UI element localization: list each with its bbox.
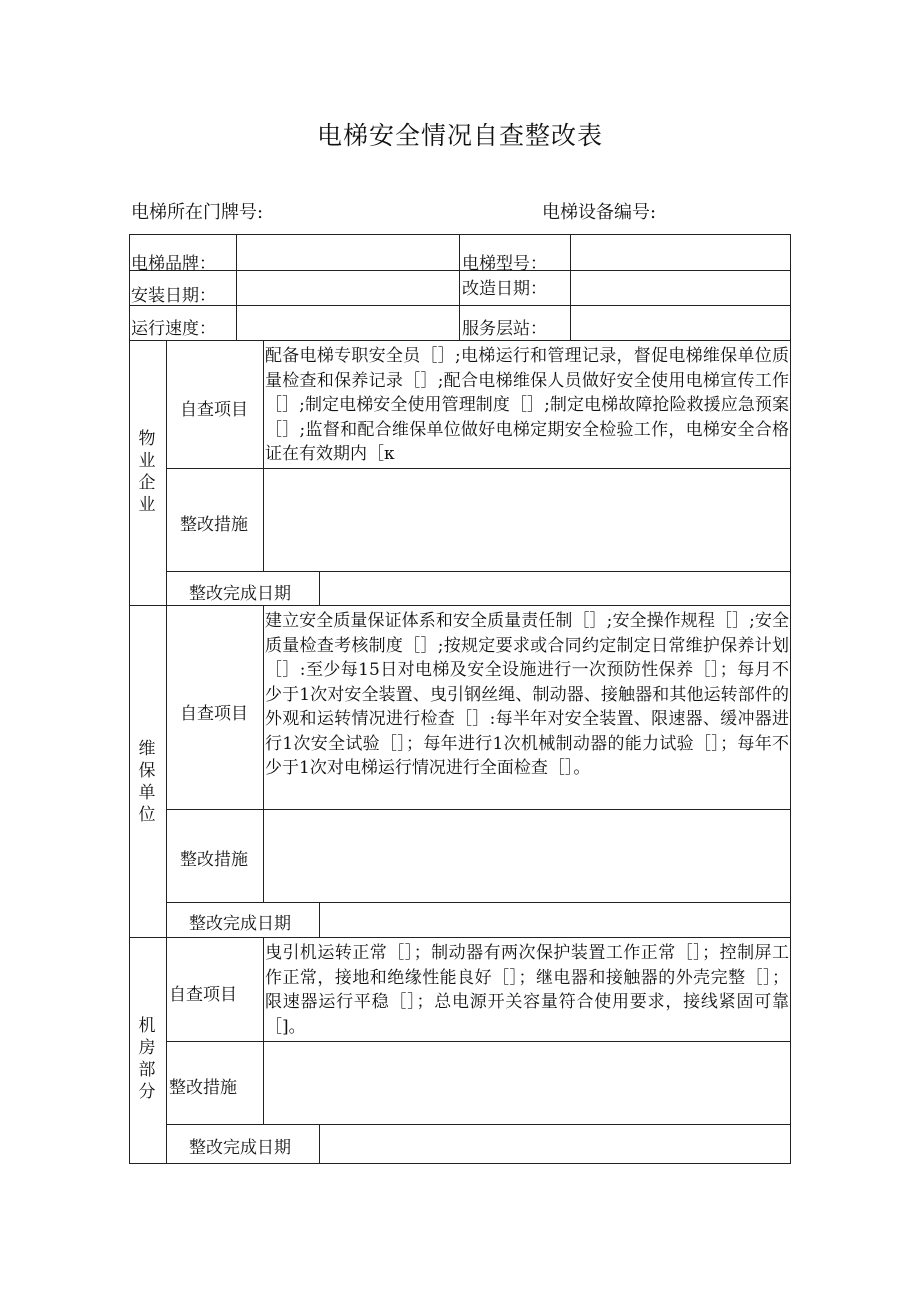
self-check-text: 建立安全质量保证体系和安全质量责任制［］;安全操作规程［］;安全质量检查考核制度［］;按规定要求或合同约定制定日常维护保养计划［］:至少每15日对电梯及安全设施进行一次预防性保养［］；每月不少于1次对安全装置、曳引钢丝绳、制动器、接触器和其他运转部件的外观和运转情况进行检查［］:每半年对安全装置、限速器、缓冲器进行1次安全试验［］；每年进行1次机械制动器的能力试验［］；每年不少于1次对电梯运行情况进行全面检查［］。 [265, 611, 789, 778]
section-name-maintenance: 维 保 单 位 [138, 739, 156, 825]
measures-label: 整改措施 [169, 1078, 237, 1098]
col-divider [319, 571, 320, 605]
col-divider [263, 937, 264, 1124]
device-number-label: 电梯设备编号: [542, 202, 657, 223]
col-divider [263, 340, 264, 571]
row-divider [166, 902, 791, 903]
row-divider [129, 270, 791, 271]
col-divider [263, 605, 264, 902]
row-divider [166, 1124, 791, 1125]
completion-date-label: 整改完成日期 [189, 914, 291, 934]
row-divider [166, 809, 791, 810]
row-divider [129, 305, 791, 306]
modify-date-label: 改造日期： [462, 279, 547, 299]
section-name-property: 物 业 企 业 [138, 429, 156, 515]
floors-label: 服务层站： [462, 319, 547, 339]
speed-label: 运行速度： [131, 319, 216, 339]
completion-date-label: 整改完成日期 [189, 584, 291, 604]
self-check-label: 自查项目 [180, 704, 248, 724]
row-divider [166, 571, 791, 572]
section-divider [129, 605, 791, 606]
self-check-text: 曳引机运转正常［］；制动器有两次保护装置工作正常［］；控制屏工作正常，接地和绝缘性能良好［］；继电器和接触器的外壳完整［］；限速器运行平稳［］；总电源开关容量符合使用要求，接线紧固可靠［]。 [265, 943, 789, 1037]
page-title: 电梯安全情况自查整改表 [316, 121, 603, 150]
install-date-label: 安装日期： [131, 286, 216, 306]
measures-label: 整改措施 [180, 515, 248, 535]
brand-label: 电梯品牌： [131, 254, 216, 274]
col-divider [570, 234, 571, 340]
door-number-label: 电梯所在门牌号: [131, 202, 264, 223]
model-label: 电梯型号： [462, 254, 547, 274]
section-divider [129, 937, 791, 938]
self-check-label: 自查项目 [169, 985, 237, 1005]
completion-date-label: 整改完成日期 [189, 1138, 291, 1158]
measures-label: 整改措施 [180, 850, 248, 870]
col-divider [319, 1124, 320, 1164]
col-divider [319, 902, 320, 937]
row-divider [166, 1041, 791, 1042]
col-divider [459, 234, 460, 340]
row-divider [129, 340, 791, 341]
row-divider [166, 468, 791, 469]
section-name-machine-room: 机 房 部 分 [138, 1016, 156, 1102]
self-check-text: 配备电梯专职安全员［］;电梯运行和管理记录，督促电梯维保单位质量检查和保养记录［］;配合电梯维保人员做好安全使用电梯宣传工作［］;制定电梯安全使用管理制度［］;制定电梯故障抢险救援应急预案［］;监督和配合维保单位做好电梯定期安全检验工作，电梯安全合格证在有效期内［κ [265, 346, 789, 464]
self-check-label: 自查项目 [180, 400, 248, 420]
col-divider [236, 234, 237, 340]
